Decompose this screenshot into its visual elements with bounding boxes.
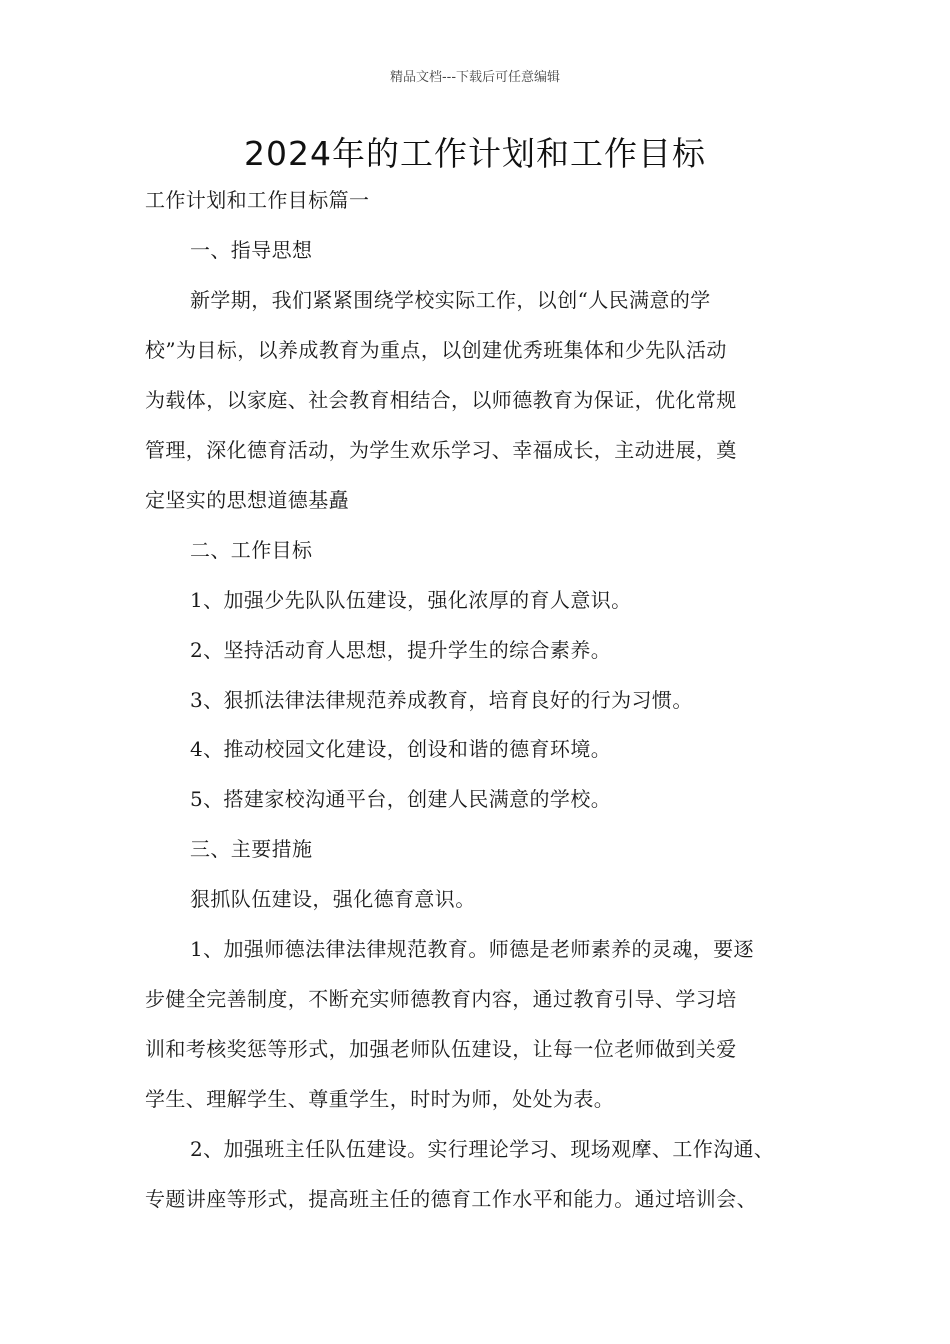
section-heading: 工作计划和工作目标篇一	[145, 188, 370, 212]
paragraph-line: 狠抓队伍建设，强化德育意识。	[190, 887, 476, 911]
list-item: 2、坚持活动育人思想，提升学生的综合素养。	[190, 638, 612, 662]
list-item: 3、狠抓法律法律规范养成教育，培育良好的行为习惯。	[190, 688, 693, 712]
paragraph-line: 管理，深化德育活动，为学生欢乐学习、幸福成长，主动进展，奠	[145, 438, 737, 462]
document-title: 2024年的工作计划和工作目标	[244, 134, 706, 173]
paragraph-line: 为载体，以家庭、社会教育相结合，以师德教育为保证，优化常规	[145, 388, 737, 412]
list-item: 5、搭建家校沟通平台，创建人民满意的学校。	[190, 787, 612, 811]
paragraph-line: 训和考核奖惩等形式，加强老师队伍建设，让每一位老师做到关爱	[145, 1037, 737, 1061]
header-note: 精品文档---下载后可任意编辑	[389, 70, 561, 85]
subheading-work-goals: 二、工作目标	[190, 538, 313, 562]
paragraph-line: 学生、理解学生、尊重学生，时时为师，处处为表。	[145, 1087, 615, 1111]
list-item: 1、加强少先队队伍建设，强化浓厚的育人意识。	[190, 588, 632, 612]
paragraph-line: 专题讲座等形式，提高班主任的德育工作水平和能力。通过培训会、	[145, 1187, 757, 1211]
paragraph-line: 2、加强班主任队伍建设。实行理论学习、现场观摩、工作沟通、	[190, 1137, 775, 1161]
paragraph-line: 步健全完善制度，不断充实师德教育内容，通过教育引导、学习培	[145, 987, 737, 1011]
paragraph-line: 新学期，我们紧紧围绕学校实际工作，以创“人民满意的学	[190, 288, 711, 312]
paragraph-line: 定坚实的思想道德基矗	[145, 488, 349, 512]
subheading-guiding-ideology: 一、指导思想	[190, 238, 313, 262]
paragraph-line: 1、加强师德法律法律规范教育。师德是老师素养的灵魂，要逐	[190, 937, 754, 961]
subheading-main-measures: 三、主要措施	[190, 837, 313, 861]
list-item: 4、推动校园文化建设，创设和谐的德育环境。	[190, 737, 612, 761]
paragraph-line: 校”为目标，以养成教育为重点，以创建优秀班集体和少先队活动	[145, 338, 727, 362]
